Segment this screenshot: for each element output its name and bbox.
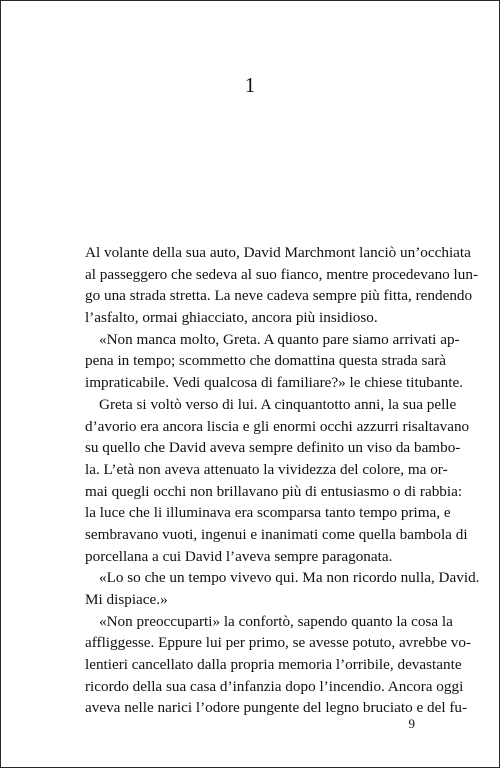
text-line: Al volante della sua auto, David Marchmont lanciò un’occhiata	[85, 244, 471, 261]
paragraph	[85, 242, 479, 329]
text-line: la. L’età non aveva attenuato la vividezza del colore, ma or-	[85, 460, 448, 478]
paragraph	[85, 329, 463, 394]
text-line: su quello che David aveva sempre definito un viso da bambo-	[85, 439, 461, 457]
text-line: impraticabile. Vedi qualcosa di familiare?» le chiese titubante.	[85, 374, 463, 392]
text-line: «Non preoccuparti» la confortò, sapendo quanto la cosa la	[99, 612, 453, 630]
page-number: 9	[408, 716, 415, 731]
text-line: lentieri cancellato dalla propria memoria l’orribile, devastante	[85, 656, 462, 674]
text-line: al passeggero che sedeva al suo fianco, mentre procedevano lun-	[85, 265, 479, 283]
text-line: la luce che li illuminava era scomparsa tanto tempo prima, e	[85, 504, 451, 522]
text-line: Greta si voltò verso di lui. A cinquantotto anni, la sua pelle	[99, 395, 457, 413]
paragraph	[85, 611, 472, 719]
body-text	[85, 242, 480, 719]
text-line: sembravano vuoti, ingenui e inanimati come quella bambola di	[85, 525, 468, 543]
text-line: mai quegli occhi non brillavano più di entusiasmo o di rabbia:	[85, 482, 463, 500]
paragraph	[85, 394, 470, 568]
text-line: «Non manca molto, Greta. A quanto pare siamo arrivati ap-	[99, 330, 460, 348]
text-line: d’avorio era ancora liscia e gli enormi occhi azzurri risaltavano	[85, 417, 470, 435]
text-line: l’asfalto, ormai ghiacciato, ancora più insidioso.	[85, 309, 378, 327]
text-line: affliggesse. Eppure lui per primo, se avesse potuto, avrebbe vo-	[85, 634, 472, 652]
text-line: «Lo so che un tempo vivevo qui. Ma non ricordo nulla, David.	[99, 569, 480, 587]
text-line: aveva nelle narici l’odore pungente del legno bruciato e del fu-	[85, 699, 468, 717]
chapter-number: 1	[244, 73, 256, 97]
paragraph	[85, 567, 480, 610]
text-line: porcellana a cui David l’aveva sempre paragonata.	[85, 547, 393, 565]
text-line: Mi dispiace.»	[85, 591, 168, 608]
text-line: pena in tempo; scommetto che domattina questa strada sarà	[85, 352, 447, 370]
text-line: go una strada stretta. La neve cadeva sempre più fitta, rendendo	[85, 287, 473, 305]
text-line: ricordo della sua casa d’infanzia dopo l’incendio. Ancora oggi	[85, 677, 464, 695]
